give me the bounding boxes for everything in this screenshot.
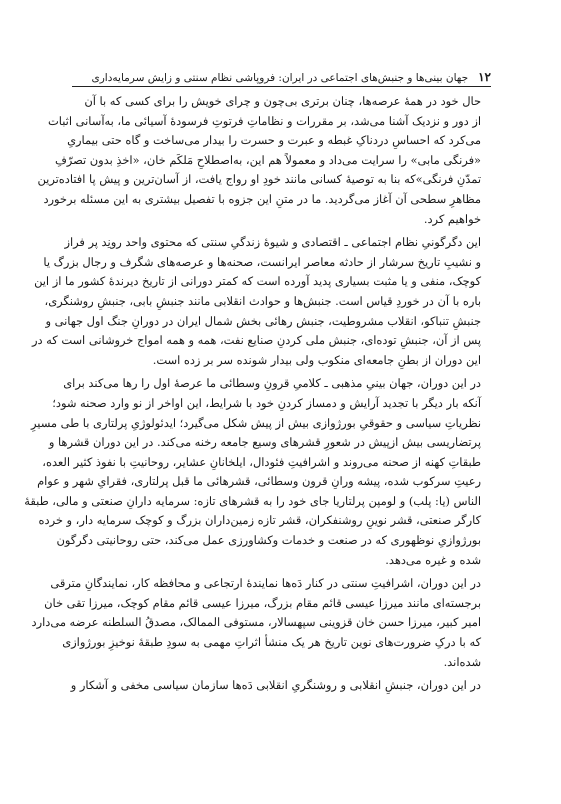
- page-header: [72, 64, 491, 87]
- text-line: این دگرگونیِ نظام اجتماعی ـ اقتصادی و شیوهٔ زندگیِ سنتی که محتوی واحد رونِد پر فراز: [64, 235, 481, 250]
- text-line: نظریاتِ سیاسی و حقوقیِ بورژوازی بیش از پیش شکل می‌گیرد؛ ایدئولوژیِ پرلتاری با طی مسیرِ: [30, 415, 481, 430]
- text-line: از دور و نزدیک آشنا می‌شد، بر مقررات و نظاماتِ فرتوتِ فرسودهٔ آسیائی ما، به‌آسانی اثبات: [48, 113, 481, 128]
- text-line: خواهیم کرد.: [423, 211, 481, 226]
- text-line: کوچک، منفی و یا مثبت بسیاری پدید آورده است که کمتر دورانی از تاریخ دیرندهٔ کشور ما از این: [34, 274, 481, 289]
- paragraph-2: [31, 233, 491, 370]
- text-line: «فرنگی مابی» را سرایت می‌داد و معمولاً هم این، به‌اصطلاحِ مَلکَم خان، «اخذِ بدون تصرّفِ: [54, 152, 481, 167]
- text-line: کارگر صنعتی، قشر نوینِ روشنفکران، قشر تازه زمین‌داران بزرگ و کوچک سرمایه دار، و خرده: [38, 513, 481, 528]
- text-line: در این دوران، اشرافیتِ سنتی در کنار دَه‌ها نمایندهٔ ارتجاعی و محافظه کار، نمایندگانِ مترقی: [50, 576, 481, 591]
- text-line: که با درکِ ضرورت‌های نوین تاریخ هر یک منشأ اثراتِ مهمی به سودِ طبقهٔ نوخیزِ بورژوازی: [62, 635, 481, 650]
- paragraph-4: [31, 574, 491, 672]
- text-line: بورژوازیِ نوظهوری که در صنعت و خدمات وکشاورزی عمل می‌کند، حتی روحانیتی دگرگون: [56, 533, 481, 548]
- text-line: رعیتِ سرکوب شده، پیشه ورانِ قرون وسطائی، قشرهائی ما قبل پرلتاری، فقرایِ شهر و عوام: [37, 474, 481, 489]
- paragraph-5: [72, 676, 491, 696]
- text-line: برجسته‌ای مانند میرزا عیسی قائم مقام بزرگ، میرزا عیسی قائم مقام کوچک، میرزا تقی خان: [44, 595, 481, 610]
- text-line: و نشیبِ تاریخ سرشار از حادثه معاصر ایرانست، صحنه‌ها و عرصه‌های شگرف و رجال بزرگ یا: [43, 254, 481, 269]
- paragraph-1: [37, 92, 491, 229]
- page-number: ۱۲: [478, 70, 491, 84]
- text-line: پرتضاریسی بیش ازپیش در شعورِ قشرهای وسیع جامعه رخنه می‌کند. در این دوران قشرها و: [48, 435, 481, 450]
- text-line: طبقاتِ کهنه از صحنه می‌روند و اشرافیتِ فئودال، ایلخانانِ عشایر، روحانیتِ با نفوذ کثیر العده،: [42, 454, 481, 469]
- text-line: شده و غیره می‌دهد.: [385, 552, 481, 567]
- running-title: جهان بینی‌ها و جنبش‌های اجتماعی در ایران: فروپاشی نظام سنتی و زایش سرمایه‌داری: [91, 72, 469, 84]
- text-line: می‌کرد که احساسِ دردناکِ غبطه و عبرت و حسرت را بیدار می‌ساخت و گاه حتی بیماریِ: [67, 133, 481, 148]
- text-line: الناس (یا: پلب) و لومپن پرلتاریا جای خود را به قشرهای تازه: سرمایه دارانِ صنعتی و مالی، طبقهٔ: [24, 493, 481, 508]
- text-line: این دوران از بطنِ جامعه‌ای منکوب ولی بیدار شونده سر بر زده است.: [152, 352, 481, 367]
- text-line: شده‌اند.: [443, 654, 481, 669]
- text-line: مظاهرِ سطحی آن آغاز می‌گردید. ما در متنِ این جزوه با تفصیل بیشتری به این مسئله برخورد: [43, 191, 481, 206]
- text-line: حال خود در همهٔ عرصه‌ها، چنان برتری بی‌چون و چرای خویش را برای کسی که با آن: [84, 94, 481, 108]
- text-line: امیر کبیر، میرزا حسن خان قزوینی سپهسالار، مستوفی الممالک، مصدقُ السلطنه عرضه می‌دارد: [31, 615, 481, 630]
- text-line: جنبشِ تنباکو، انقلاب مشروطیت، جنبش رهائی بخش شمال ایران در دورانِ جنگ اول جهانی و: [45, 313, 481, 328]
- text-line: تمدّنِ فرنگی»که بنا به توصیهٔ کسانی مانند خودِ او رواج یافت، از آسان‌ترین و پیش پا افتاده‌ترین: [37, 172, 481, 187]
- text-line: پس از آن، جنبشِ توده‌ای، جنبش ملی کردنِ صنایع نفت، همه و همه امواج خروشانی است که در: [31, 333, 481, 348]
- text-line: در این دوران، جنبشِ انقلابی و روشنگریِ انقلابی دَه‌ها سازمان سیاسی مخفی و آشکار و: [70, 678, 481, 693]
- text-line: آنکه بار دیگر با تجدید آرایش و دمساز کردنِ خود با شرایط، این اواخر از نو وارد صحنه شود؛: [52, 395, 481, 410]
- text-line: در این دوران، جهان بینیِ مذهبی ـ کلامیِ قرونِ وسطائی ما عرصهٔ اول را رها می‌کند برای: [63, 376, 481, 391]
- body-text: [24, 92, 491, 700]
- text-line: باره با آن در خوردِ قیاس است. جنبش‌ها و حوادث انقلابی مانند جنبشِ بابی، جنبشِ روشنگری،: [44, 293, 481, 308]
- paragraph-3: [24, 374, 491, 570]
